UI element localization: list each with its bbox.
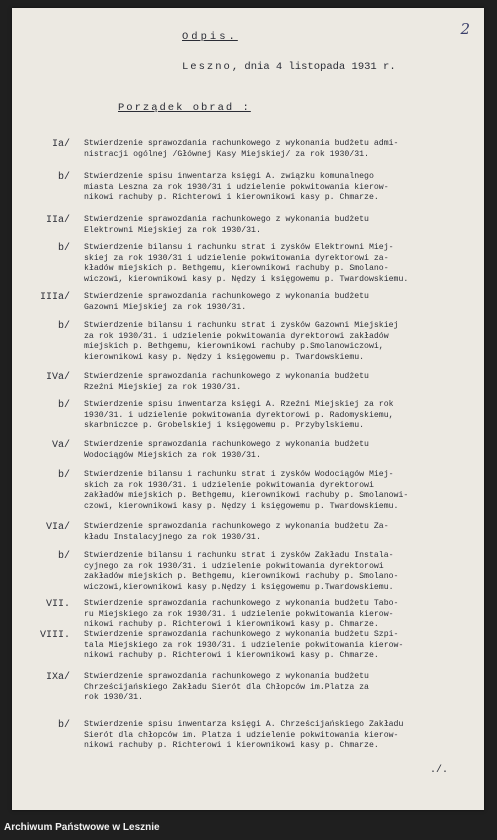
- agenda-item-label: VIa/: [45, 522, 70, 533]
- agenda-item-text: [84, 630, 482, 662]
- agenda-item-line: cyjnego za rok 1930/31. i udzielenie pokwitowania dyrektorowi: [84, 561, 384, 571]
- agenda-item-line: nikowi rachuby p. Richterowi i kierownikowi kasy p. Chmarze.: [84, 651, 379, 661]
- agenda-item-line: Stwierdzenie sprawozdania rachunkowego z wykonania budżetu: [84, 372, 369, 381]
- agenda-item-label: IIa/: [45, 215, 70, 226]
- agenda-item-line: za rok 1930/31. i udzielenie pokwitowania dyrektorowi zakładów: [84, 331, 389, 341]
- agenda-item-line: zakładów miejskich p. Bethgemu, kierownikowi rachuby p. Smolanowi-: [84, 491, 409, 501]
- agenda-item-text: [84, 139, 482, 160]
- agenda-item: [12, 470, 484, 512]
- agenda-item-text: [84, 215, 482, 236]
- agenda-item-line: rok 1930/31.: [84, 693, 143, 703]
- agenda-item-text: [84, 470, 482, 513]
- agenda-item-line: kładów miejskich p. Bethgemu, kierownikowi rachuby p. Smolano-: [84, 264, 389, 274]
- agenda-item-line: miasta Leszna za rok 1930/31 i udzielenie pokwitowania kierow-: [84, 182, 389, 192]
- agenda-item-label: Ia/: [51, 139, 70, 150]
- agenda-item-line: Stwierdzenie spisu inwentarza księgi A. Rzeźni Miejskiej za rok: [84, 400, 394, 409]
- agenda-item-line: skich za rok 1930/31. i udzielenie pokwitowania dyrektorowi: [84, 480, 374, 490]
- agenda-item-line: czowi, kierownikowi kasy p. Nędzy i księgowemu p. Twardowskiemu.: [84, 502, 399, 512]
- agenda-item: [12, 720, 484, 751]
- agenda-item-line: Rzeźni Miejskiej za rok 1930/31.: [84, 382, 242, 392]
- agenda-item-line: kierownikowi kasy p. Nędzy i księgowemu p. Twardowskiemu.: [84, 353, 365, 363]
- agenda-item: [12, 243, 484, 285]
- agenda-item: [12, 292, 484, 312]
- continuation-mark: ./.: [430, 765, 449, 776]
- dateline-date: , dnia 4 listopada 1931 r.: [231, 61, 396, 73]
- agenda-item-text: [84, 599, 482, 631]
- agenda-item: [12, 672, 484, 703]
- agenda-item-line: Stwierdzenie bilansu i rachunku strat i zysków Zakładu Instala-: [84, 551, 394, 560]
- agenda-item-line: Stwierdzenie sprawozdania rachunkowego z wykonania budżetu: [84, 440, 369, 449]
- agenda-item-line: Elektrowni Miejskiej za rok 1930/31.: [84, 225, 261, 235]
- agenda-item-label: b/: [57, 243, 70, 254]
- agenda-item-text: [84, 672, 482, 704]
- agenda-item-line: nikowi rachuby p. Richterowi i kierownikowi kasy p. Chmarze.: [84, 620, 379, 630]
- agenda-item: [12, 400, 484, 431]
- agenda-item-line: Stwierdzenie sprawozdania rachunkowego z wykonania budżetu Tabo-: [84, 599, 399, 608]
- document-page: [12, 8, 484, 810]
- agenda-item-line: nistracji ogólnej /Głównej Kasy Miejskiej/ za rok 1930/31.: [84, 149, 369, 159]
- agenda-item-label: b/: [57, 172, 70, 183]
- agenda-item-label: VII.: [45, 599, 70, 610]
- agenda-item-text: [84, 522, 482, 543]
- agenda-item-label: IVa/: [45, 372, 70, 383]
- archive-footer: [0, 818, 497, 840]
- agenda-item: [12, 599, 484, 630]
- dateline-place: Leszno: [182, 61, 232, 73]
- agenda-item-line: Stwierdzenie sprawozdania rachunkowego z wykonania budżetu Za-: [84, 522, 389, 531]
- agenda-item-line: Wodociągów Miejskich za rok 1930/31.: [84, 450, 261, 460]
- agenda-item: [12, 440, 484, 460]
- agenda-item-label: b/: [57, 470, 70, 481]
- agenda-item: [12, 551, 484, 593]
- agenda-item-line: ru Miejskiego za rok 1930/31. i udzielenie pokwitowania kierow-: [84, 609, 394, 619]
- agenda-item-line: skiej za rok 1930/31 i udzielenie pokwitowania dyrektorowi za-: [84, 253, 389, 263]
- agenda-item-line: Stwierdzenie sprawozdania rachunkowego z wykonania budżetu admi-: [84, 139, 399, 148]
- agenda-item-label: b/: [57, 551, 70, 562]
- agenda-item-text: [84, 400, 482, 432]
- agenda-item-label: IXa/: [45, 672, 70, 683]
- document-heading: Odpis.: [182, 31, 238, 43]
- agenda-item-line: kładu Instalacyjnego za rok 1930/31.: [84, 532, 261, 542]
- agenda-item-line: zakładów miejskich p. Bethgemu, kierownikowi rachuby p. Smolano-: [84, 572, 399, 582]
- agenda-item: [12, 215, 484, 235]
- agenda-item-line: Stwierdzenie sprawozdania rachunkowego z wykonania budżetu: [84, 672, 369, 681]
- agenda-item-line: Stwierdzenie bilansu i rachunku strat i zysków Gazowni Miejskiej: [84, 321, 399, 330]
- agenda-item-line: wiczowi,kierownikowi kasy p.Nędzy i księgowemu p.Twardowskiemu.: [84, 583, 394, 593]
- page-number-handwritten: 2: [460, 20, 470, 38]
- agenda-item-text: [84, 243, 482, 286]
- agenda-item-text: [84, 172, 482, 204]
- agenda-item-line: Stwierdzenie spisu inwentarza księgi A. związku komunalnego: [84, 172, 374, 181]
- agenda-item: [12, 372, 484, 392]
- agenda-item-line: Stwierdzenie bilansu i rachunku strat i zysków Wodociągów Miej-: [84, 470, 394, 479]
- agenda-item-line: Stwierdzenie sprawozdania rachunkowego z wykonania budżetu Szpi-: [84, 630, 399, 639]
- agenda-item-text: [84, 440, 482, 461]
- agenda-item-label: b/: [57, 400, 70, 411]
- agenda-item-line: wiczowi, kierownikowi kasy p. Nędzy i księgowemu p. Twardowskiemu.: [84, 275, 409, 285]
- agenda-item-text: [84, 720, 482, 752]
- agenda-item-line: miejskich p. Bethgemu, kierownikowi rachuby p.Smolanowiczowi,: [84, 342, 384, 352]
- dateline: [182, 61, 396, 73]
- agenda-item-label: Va/: [51, 440, 70, 451]
- agenda-item-label: VIII.: [39, 630, 70, 641]
- archive-name: Archiwum Państwowe w Lesznie: [4, 822, 160, 833]
- agenda-item: [12, 321, 484, 363]
- agenda-item-line: Stwierdzenie sprawozdania rachunkowego z wykonania budżetu: [84, 215, 369, 224]
- agenda-item-line: Stwierdzenie sprawozdania rachunkowego z wykonania budżetu: [84, 292, 369, 301]
- agenda-item-text: [84, 372, 482, 393]
- agenda-item-label: b/: [57, 321, 70, 332]
- agenda-item-line: Stwierdzenie spisu inwentarza księgi A. Chrześcijańskiego Zakładu: [84, 720, 404, 729]
- agenda-item-line: Sierót dla chłopców im. Platza i udzielenie pokwitowania kierow-: [84, 730, 399, 740]
- agenda-item-line: nikowi rachuby p. Richterowi i kierownikowi kasy p. Chmarze.: [84, 741, 379, 751]
- agenda-item: [12, 630, 484, 661]
- agenda-item: [12, 139, 484, 159]
- agenda-item-line: 1930/31. i udzielenie pokwitowania dyrektorowi p. Radomyskiemu,: [84, 410, 394, 420]
- agenda-item: [12, 522, 484, 542]
- agenda-item-line: skarbniczce p. Grobelskiej i księgowemu p. Przybylskiemu.: [84, 421, 365, 431]
- agenda-item-text: [84, 292, 482, 313]
- agenda-item-line: Gazowni Miejskiej za rok 1930/31.: [84, 302, 247, 312]
- agenda-title: Porządek obrad :: [118, 102, 251, 114]
- agenda-item-text: [84, 551, 482, 594]
- agenda-item-line: Stwierdzenie bilansu i rachunku strat i zysków Elektrowni Miej-: [84, 243, 394, 252]
- agenda-item-text: [84, 321, 482, 364]
- agenda-item-line: Chrześcijańskiego Zakładu Sierót dla Chłopców im.Platza za: [84, 682, 369, 692]
- agenda-item-line: nikowi rachuby p. Richterowi i kierownikowi kasy p. Chmarze.: [84, 193, 379, 203]
- agenda-item-label: IIIa/: [39, 292, 70, 303]
- agenda-item: [12, 172, 484, 203]
- agenda-item-label: b/: [57, 720, 70, 731]
- agenda-item-line: tala Miejskiego za rok 1930/31. i udzielenie pokwitowania kierow-: [84, 640, 404, 650]
